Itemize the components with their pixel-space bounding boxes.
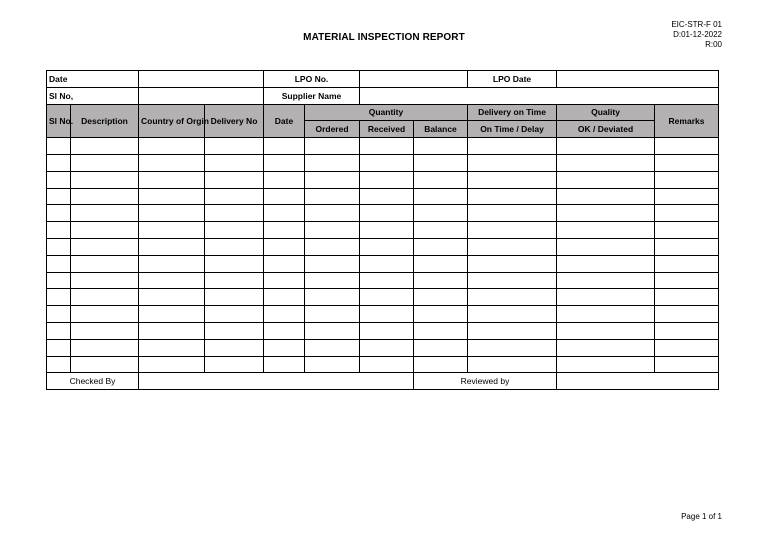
cell-received[interactable]	[360, 238, 414, 255]
cell-date[interactable]	[264, 154, 305, 171]
cell-balance[interactable]	[414, 171, 468, 188]
cell-country[interactable]	[139, 272, 205, 289]
cell-country[interactable]	[139, 255, 205, 272]
cell-delivery-no[interactable]	[205, 205, 264, 222]
cell-on-time-delay[interactable]	[468, 238, 557, 255]
cell-balance[interactable]	[414, 272, 468, 289]
cell-quality[interactable]	[557, 222, 655, 239]
cell-delivery-no[interactable]	[205, 255, 264, 272]
cell-remarks[interactable]	[655, 238, 719, 255]
cell-remarks[interactable]	[655, 154, 719, 171]
cell-balance[interactable]	[414, 289, 468, 306]
cell-balance[interactable]	[414, 205, 468, 222]
cell-remarks[interactable]	[655, 222, 719, 239]
cell-received[interactable]	[360, 171, 414, 188]
header-received: Received	[360, 121, 414, 138]
cell-on-time-delay[interactable]	[468, 289, 557, 306]
cell-quality[interactable]	[557, 154, 655, 171]
cell-delivery-no[interactable]	[205, 339, 264, 356]
cell-ordered[interactable]	[305, 154, 360, 171]
cell-description[interactable]	[71, 138, 139, 155]
table-row	[47, 222, 719, 239]
cell-ordered[interactable]	[305, 322, 360, 339]
cell-balance[interactable]	[414, 306, 468, 323]
cell-delivery-no[interactable]	[205, 289, 264, 306]
cell-quality[interactable]	[557, 238, 655, 255]
cell-received[interactable]	[360, 138, 414, 155]
cell-received[interactable]	[360, 205, 414, 222]
cell-description[interactable]	[71, 306, 139, 323]
info-row-sl-no	[47, 87, 719, 104]
reviewed-by-value-cell[interactable]	[557, 373, 719, 390]
cell-quality[interactable]	[557, 255, 655, 272]
table-row	[47, 154, 719, 171]
header-country-of-origin: Country of Orgin	[139, 104, 205, 138]
cell-quality[interactable]	[557, 205, 655, 222]
cell-received[interactable]	[360, 356, 414, 373]
cell-date[interactable]	[264, 138, 305, 155]
table-row	[47, 138, 719, 155]
cell-on-time-delay[interactable]	[468, 339, 557, 356]
cell-balance[interactable]	[414, 322, 468, 339]
cell-sl-no[interactable]	[47, 322, 71, 339]
supplier-name-label: Supplier Name	[264, 87, 360, 104]
cell-ordered[interactable]	[305, 171, 360, 188]
header-delivery-on-time: Delivery on Time	[468, 104, 557, 121]
cell-date[interactable]	[264, 339, 305, 356]
cell-date[interactable]	[264, 322, 305, 339]
cell-on-time-delay[interactable]	[468, 188, 557, 205]
cell-remarks[interactable]	[655, 272, 719, 289]
cell-received[interactable]	[360, 272, 414, 289]
cell-balance[interactable]	[414, 238, 468, 255]
cell-on-time-delay[interactable]	[468, 272, 557, 289]
date-label: Date	[47, 71, 139, 88]
cell-on-time-delay[interactable]	[468, 255, 557, 272]
header-description: Description	[71, 104, 139, 138]
header-quality: Quality	[557, 104, 655, 121]
cell-on-time-delay[interactable]	[468, 138, 557, 155]
cell-received[interactable]	[360, 306, 414, 323]
cell-received[interactable]	[360, 339, 414, 356]
cell-sl-no[interactable]	[47, 222, 71, 239]
cell-received[interactable]	[360, 154, 414, 171]
checked-by-value-cell[interactable]	[139, 373, 414, 390]
cell-sl-no[interactable]	[47, 205, 71, 222]
footer-row	[47, 373, 719, 390]
table-row	[47, 356, 719, 373]
cell-date[interactable]	[264, 205, 305, 222]
cell-country[interactable]	[139, 138, 205, 155]
cell-quality[interactable]	[557, 306, 655, 323]
cell-received[interactable]	[360, 322, 414, 339]
cell-received[interactable]	[360, 188, 414, 205]
table-row	[47, 205, 719, 222]
cell-description[interactable]	[71, 154, 139, 171]
cell-date[interactable]	[264, 222, 305, 239]
cell-description[interactable]	[71, 188, 139, 205]
cell-sl-no[interactable]	[47, 138, 71, 155]
cell-ordered[interactable]	[305, 306, 360, 323]
inspection-table	[46, 70, 719, 390]
cell-description[interactable]	[71, 272, 139, 289]
cell-remarks[interactable]	[655, 255, 719, 272]
cell-country[interactable]	[139, 205, 205, 222]
cell-quality[interactable]	[557, 272, 655, 289]
lpo-no-label: LPO No.	[264, 71, 360, 88]
cell-country[interactable]	[139, 188, 205, 205]
cell-sl-no[interactable]	[47, 154, 71, 171]
cell-remarks[interactable]	[655, 138, 719, 155]
cell-balance[interactable]	[414, 154, 468, 171]
form-date: D:01-12-2022	[673, 30, 722, 39]
cell-description[interactable]	[71, 339, 139, 356]
header-balance: Balance	[414, 121, 468, 138]
cell-sl-no[interactable]	[47, 171, 71, 188]
cell-sl-no[interactable]	[47, 188, 71, 205]
cell-quality[interactable]	[557, 322, 655, 339]
cell-country[interactable]	[139, 339, 205, 356]
cell-delivery-no[interactable]	[205, 188, 264, 205]
info-row-date	[47, 71, 719, 88]
report-title: MATERIAL INSPECTION REPORT	[303, 32, 465, 43]
cell-date[interactable]	[264, 306, 305, 323]
cell-sl-no[interactable]	[47, 238, 71, 255]
cell-delivery-no[interactable]	[205, 154, 264, 171]
table-row	[47, 339, 719, 356]
cell-delivery-no[interactable]	[205, 322, 264, 339]
cell-description[interactable]	[71, 289, 139, 306]
cell-delivery-no[interactable]	[205, 356, 264, 373]
cell-date[interactable]	[264, 171, 305, 188]
cell-delivery-no[interactable]	[205, 222, 264, 239]
cell-ordered[interactable]	[305, 356, 360, 373]
checked-by-label: Checked By	[47, 373, 139, 390]
page-number: Page 1 of 1	[681, 512, 722, 521]
cell-date[interactable]	[264, 289, 305, 306]
cell-description[interactable]	[71, 222, 139, 239]
cell-date[interactable]	[264, 356, 305, 373]
cell-sl-no[interactable]	[47, 356, 71, 373]
table-row	[47, 255, 719, 272]
cell-ordered[interactable]	[305, 339, 360, 356]
cell-quality[interactable]	[557, 138, 655, 155]
cell-remarks[interactable]	[655, 356, 719, 373]
cell-country[interactable]	[139, 289, 205, 306]
header-ordered: Ordered	[305, 121, 360, 138]
cell-country[interactable]	[139, 222, 205, 239]
header-quantity: Quantity	[305, 104, 468, 121]
cell-country[interactable]	[139, 238, 205, 255]
cell-delivery-no[interactable]	[205, 272, 264, 289]
cell-remarks[interactable]	[655, 322, 719, 339]
cell-balance[interactable]	[414, 356, 468, 373]
cell-ordered[interactable]	[305, 138, 360, 155]
reviewed-by-label: Reviewed by	[414, 373, 557, 390]
cell-description[interactable]	[71, 205, 139, 222]
cell-description[interactable]	[71, 322, 139, 339]
cell-balance[interactable]	[414, 138, 468, 155]
table-row	[47, 289, 719, 306]
header-sl-no: Sl No.	[47, 104, 71, 138]
cell-date[interactable]	[264, 238, 305, 255]
cell-sl-no[interactable]	[47, 272, 71, 289]
cell-on-time-delay[interactable]	[468, 322, 557, 339]
cell-balance[interactable]	[414, 255, 468, 272]
cell-remarks[interactable]	[655, 205, 719, 222]
date-value-cell[interactable]	[139, 71, 264, 88]
cell-delivery-no[interactable]	[205, 306, 264, 323]
cell-delivery-no[interactable]	[205, 171, 264, 188]
header-ok-deviated: OK / Deviated	[557, 121, 655, 138]
table-row	[47, 171, 719, 188]
header-remarks: Remarks	[655, 104, 719, 138]
cell-description[interactable]	[71, 356, 139, 373]
cell-balance[interactable]	[414, 339, 468, 356]
cell-country[interactable]	[139, 322, 205, 339]
cell-remarks[interactable]	[655, 188, 719, 205]
header-row-1	[47, 104, 719, 121]
cell-date[interactable]	[264, 272, 305, 289]
header-on-time-delay: On Time / Delay	[468, 121, 557, 138]
table-row	[47, 306, 719, 323]
cell-country[interactable]	[139, 356, 205, 373]
table-row	[47, 272, 719, 289]
cell-on-time-delay[interactable]	[468, 306, 557, 323]
cell-delivery-no[interactable]	[205, 238, 264, 255]
cell-on-time-delay[interactable]	[468, 171, 557, 188]
cell-quality[interactable]	[557, 289, 655, 306]
cell-remarks[interactable]	[655, 306, 719, 323]
lpo-date-value-cell[interactable]	[557, 71, 719, 88]
cell-sl-no[interactable]	[47, 339, 71, 356]
lpo-date-label: LPO Date	[468, 71, 557, 88]
table-row	[47, 238, 719, 255]
header-date: Date	[264, 104, 305, 138]
cell-balance[interactable]	[414, 188, 468, 205]
cell-on-time-delay[interactable]	[468, 222, 557, 239]
cell-received[interactable]	[360, 255, 414, 272]
cell-ordered[interactable]	[305, 289, 360, 306]
supplier-name-value-cell[interactable]	[360, 87, 719, 104]
cell-ordered[interactable]	[305, 255, 360, 272]
cell-quality[interactable]	[557, 171, 655, 188]
cell-quality[interactable]	[557, 339, 655, 356]
cell-received[interactable]	[360, 289, 414, 306]
cell-balance[interactable]	[414, 222, 468, 239]
cell-received[interactable]	[360, 222, 414, 239]
cell-ordered[interactable]	[305, 188, 360, 205]
sl-no-value-cell[interactable]	[139, 87, 264, 104]
form-revision: R:00	[705, 40, 722, 49]
cell-quality[interactable]	[557, 188, 655, 205]
cell-on-time-delay[interactable]	[468, 205, 557, 222]
cell-ordered[interactable]	[305, 272, 360, 289]
cell-delivery-no[interactable]	[205, 138, 264, 155]
cell-sl-no[interactable]	[47, 255, 71, 272]
cell-description[interactable]	[71, 255, 139, 272]
cell-quality[interactable]	[557, 356, 655, 373]
cell-ordered[interactable]	[305, 205, 360, 222]
cell-remarks[interactable]	[655, 171, 719, 188]
cell-remarks[interactable]	[655, 339, 719, 356]
cell-date[interactable]	[264, 188, 305, 205]
lpo-no-value-cell[interactable]	[360, 71, 468, 88]
cell-description[interactable]	[71, 171, 139, 188]
form-number: EIC-STR-F 01	[671, 20, 722, 29]
cell-date[interactable]	[264, 255, 305, 272]
cell-on-time-delay[interactable]	[468, 154, 557, 171]
sl-no-label: Sl No,	[47, 87, 139, 104]
cell-country[interactable]	[139, 154, 205, 171]
header-delivery-no: Delivery No	[205, 104, 264, 138]
cell-country[interactable]	[139, 171, 205, 188]
cell-sl-no[interactable]	[47, 306, 71, 323]
cell-ordered[interactable]	[305, 222, 360, 239]
cell-ordered[interactable]	[305, 238, 360, 255]
table-row	[47, 322, 719, 339]
cell-remarks[interactable]	[655, 289, 719, 306]
cell-sl-no[interactable]	[47, 289, 71, 306]
cell-country[interactable]	[139, 306, 205, 323]
cell-description[interactable]	[71, 238, 139, 255]
cell-on-time-delay[interactable]	[468, 356, 557, 373]
table-row	[47, 188, 719, 205]
